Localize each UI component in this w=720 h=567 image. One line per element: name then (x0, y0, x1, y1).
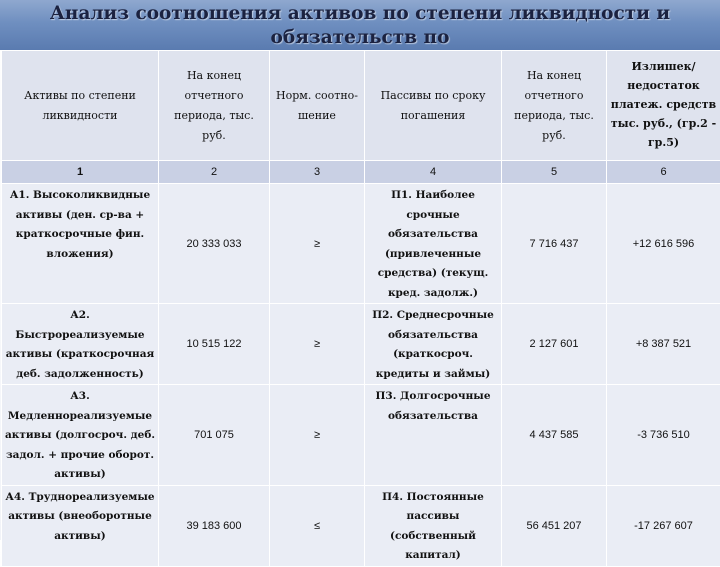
column-number: 2 (159, 161, 270, 184)
asset-group-cell: А2. Быстрореализуемые активы (краткосрочная деб. задолженность) (2, 304, 159, 385)
asset-value-cell: 39 183 600 (159, 485, 270, 566)
asset-value-cell: 10 515 122 (159, 304, 270, 385)
column-number: 4 (365, 161, 502, 184)
asset-group-cell: А4. Труднореализуемые активы (внеоборотные активы) (2, 485, 159, 566)
liability-value-cell: 7 716 437 (502, 184, 607, 304)
ratio-cell: ≥ (270, 184, 365, 304)
liability-group-cell: П3. Долгосрочные обязательства (365, 385, 502, 486)
liability-group-cell: П4. Постоянные пассивы (собственный капитал) (365, 485, 502, 566)
ratio-cell: ≥ (270, 304, 365, 385)
column-number: 6 (607, 161, 720, 184)
asset-value-cell: 701 075 (159, 385, 270, 486)
table-row (2, 184, 720, 304)
ratio-cell: ≥ (270, 385, 365, 486)
asset-group-cell: А1. Высоколиквидные активы (ден. ср-ва + краткосрочные фин. вложения) (2, 184, 159, 304)
asset-group-cell: А3. Медленнореализуемые активы (долгосроч. деб. задол. + прочие оборот. активы) (2, 385, 159, 486)
liability-group-cell: П2. Среднесрочные обязательства (краткосроч. кредиты и займы) (365, 304, 502, 385)
liquidity-table (1, 50, 720, 567)
table-row (2, 385, 720, 486)
header-assets-value: На конец отчетного периода, тыс. руб. (159, 51, 270, 161)
column-number: 5 (502, 161, 607, 184)
header-row (2, 51, 720, 161)
difference-cell: -17 267 607 (607, 485, 720, 566)
difference-cell: +12 616 596 (607, 184, 720, 304)
liability-group-cell: П1. Наиболее срочные обязательства (привлеченные средства) (текущ. кред. задолж.) (365, 184, 502, 304)
difference-cell: +8 387 521 (607, 304, 720, 385)
difference-cell: -3 736 510 (607, 385, 720, 486)
header-difference: Излишек/ недостаток платеж. средств тыс. руб., (гр.2 - гр.5) (607, 51, 720, 161)
liability-value-cell: 4 437 585 (502, 385, 607, 486)
header-liabilities-value: На конец отчетного периода, тыс. руб. (502, 51, 607, 161)
slide-title-line-1: Анализ соотношения активов по степени ликвидности и обязательств по (0, 2, 720, 50)
column-number-row (2, 161, 720, 184)
ratio-cell: ≤ (270, 485, 365, 566)
table-row (2, 485, 720, 566)
liability-value-cell: 56 451 207 (502, 485, 607, 566)
column-number: 3 (270, 161, 365, 184)
liability-value-cell: 2 127 601 (502, 304, 607, 385)
header-assets: Активы по степени ликвидности (2, 51, 159, 161)
header-liabilities: Пассивы по сроку погашения (365, 51, 502, 161)
column-number: 1 (2, 161, 159, 184)
header-ratio: Норм. соотно-шение (270, 51, 365, 161)
table-row (2, 304, 720, 385)
asset-value-cell: 20 333 033 (159, 184, 270, 304)
